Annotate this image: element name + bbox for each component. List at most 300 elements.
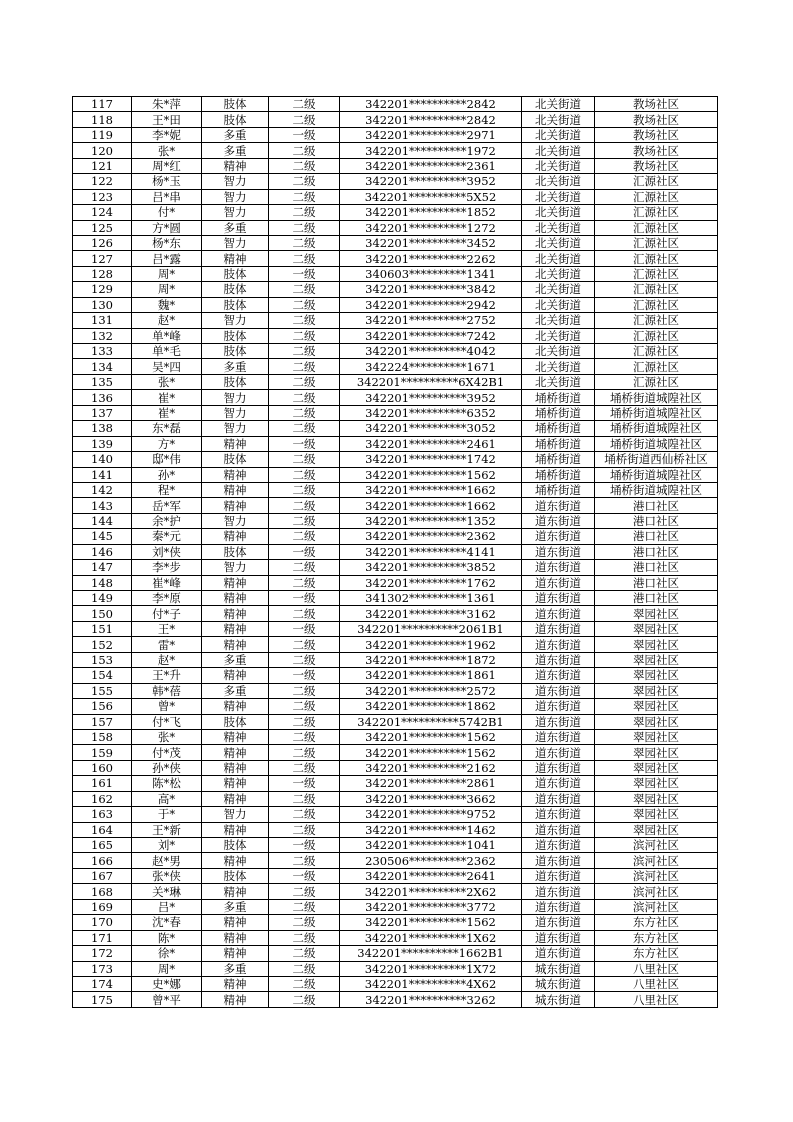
table-row (73, 205, 718, 220)
id-number-cell: 342201**********2461 (340, 436, 522, 451)
name-cell: 单*峰 (132, 328, 202, 343)
id-number-cell: 342201**********1742 (340, 452, 522, 467)
id-number-cell: 342201**********1272 (340, 220, 522, 235)
level-cell: 二级 (269, 112, 340, 127)
disability-type-cell: 多重 (202, 683, 269, 698)
table-row (73, 745, 718, 760)
disability-type-cell: 多重 (202, 899, 269, 914)
row-number-cell: 169 (73, 899, 132, 914)
id-number-cell: 342201**********1662 (340, 498, 522, 513)
row-number-cell: 152 (73, 637, 132, 652)
id-number-cell: 342201**********3052 (340, 421, 522, 436)
level-cell: 二级 (269, 976, 340, 991)
row-number-cell: 139 (73, 436, 132, 451)
level-cell: 二级 (269, 467, 340, 482)
level-cell: 二级 (269, 405, 340, 420)
street-cell: 北关街道 (522, 205, 595, 220)
level-cell: 二级 (269, 683, 340, 698)
level-cell: 二级 (269, 513, 340, 528)
community-cell: 教场社区 (595, 112, 718, 127)
disability-type-cell: 精神 (202, 482, 269, 497)
name-cell: 吕*串 (132, 189, 202, 204)
street-cell: 埇桥街道 (522, 482, 595, 497)
name-cell: 刘*侠 (132, 544, 202, 559)
name-cell: 孙* (132, 467, 202, 482)
table-row (73, 791, 718, 806)
table-row (73, 544, 718, 559)
disability-type-cell: 精神 (202, 436, 269, 451)
street-cell: 道东街道 (522, 807, 595, 822)
street-cell: 北关街道 (522, 189, 595, 204)
table-row (73, 498, 718, 513)
street-cell: 道东街道 (522, 498, 595, 513)
disability-type-cell: 精神 (202, 729, 269, 744)
name-cell: 崔*峰 (132, 575, 202, 590)
level-cell: 二级 (269, 97, 340, 112)
community-cell: 东方社区 (595, 930, 718, 945)
disability-type-cell: 精神 (202, 467, 269, 482)
row-number-cell: 124 (73, 205, 132, 220)
community-cell: 汇源社区 (595, 189, 718, 204)
level-cell: 二级 (269, 189, 340, 204)
disability-type-cell: 多重 (202, 961, 269, 976)
table-row (73, 868, 718, 883)
street-cell: 北关街道 (522, 251, 595, 266)
name-cell: 雷* (132, 637, 202, 652)
data-table (72, 96, 718, 1008)
table-row (73, 513, 718, 528)
name-cell: 曾*平 (132, 992, 202, 1007)
row-number-cell: 159 (73, 745, 132, 760)
street-cell: 道东街道 (522, 884, 595, 899)
table-row (73, 529, 718, 544)
name-cell: 张* (132, 729, 202, 744)
name-cell: 魏* (132, 297, 202, 312)
row-number-cell: 125 (73, 220, 132, 235)
name-cell: 崔* (132, 405, 202, 420)
row-number-cell: 117 (73, 97, 132, 112)
row-number-cell: 172 (73, 946, 132, 961)
table-row (73, 838, 718, 853)
level-cell: 二级 (269, 344, 340, 359)
table-row (73, 807, 718, 822)
table-row (73, 359, 718, 374)
level-cell: 二级 (269, 930, 340, 945)
street-cell: 道东街道 (522, 544, 595, 559)
community-cell: 滨河社区 (595, 853, 718, 868)
disability-type-cell: 精神 (202, 884, 269, 899)
level-cell: 二级 (269, 822, 340, 837)
name-cell: 徐* (132, 946, 202, 961)
community-cell: 埇桥街道城隍社区 (595, 390, 718, 405)
id-number-cell: 342201**********5X52 (340, 189, 522, 204)
disability-type-cell: 智力 (202, 560, 269, 575)
level-cell: 二级 (269, 498, 340, 513)
name-cell: 刘* (132, 838, 202, 853)
id-number-cell: 342201**********1861 (340, 668, 522, 683)
id-number-cell: 342201**********2262 (340, 251, 522, 266)
disability-type-cell: 精神 (202, 791, 269, 806)
community-cell: 翠园社区 (595, 652, 718, 667)
community-cell: 翠园社区 (595, 745, 718, 760)
table-row (73, 591, 718, 606)
street-cell: 城东街道 (522, 976, 595, 991)
community-cell: 翠园社区 (595, 729, 718, 744)
id-number-cell: 342201**********1972 (340, 143, 522, 158)
name-cell: 张* (132, 143, 202, 158)
id-number-cell: 342201**********1352 (340, 513, 522, 528)
community-cell: 翠园社区 (595, 807, 718, 822)
disability-type-cell: 肢体 (202, 266, 269, 281)
disability-type-cell: 精神 (202, 915, 269, 930)
disability-type-cell: 智力 (202, 235, 269, 250)
level-cell: 二级 (269, 313, 340, 328)
name-cell: 周* (132, 961, 202, 976)
id-number-cell: 342201**********1562 (340, 729, 522, 744)
row-number-cell: 161 (73, 776, 132, 791)
row-number-cell: 131 (73, 313, 132, 328)
community-cell: 汇源社区 (595, 313, 718, 328)
row-number-cell: 151 (73, 621, 132, 636)
name-cell: 赵*男 (132, 853, 202, 868)
table-row (73, 637, 718, 652)
street-cell: 北关街道 (522, 127, 595, 142)
name-cell: 朱*萍 (132, 97, 202, 112)
street-cell: 北关街道 (522, 266, 595, 281)
level-cell: 二级 (269, 637, 340, 652)
community-cell: 滨河社区 (595, 899, 718, 914)
name-cell: 韩*蓓 (132, 683, 202, 698)
level-cell: 一级 (269, 621, 340, 636)
level-cell: 二级 (269, 282, 340, 297)
id-number-cell: 342201**********1762 (340, 575, 522, 590)
level-cell: 二级 (269, 992, 340, 1007)
street-cell: 北关街道 (522, 359, 595, 374)
table-body (73, 97, 718, 1008)
street-cell: 道东街道 (522, 513, 595, 528)
level-cell: 二级 (269, 220, 340, 235)
row-number-cell: 165 (73, 838, 132, 853)
name-cell: 于* (132, 807, 202, 822)
street-cell: 道东街道 (522, 838, 595, 853)
disability-type-cell: 精神 (202, 668, 269, 683)
street-cell: 道东街道 (522, 899, 595, 914)
disability-type-cell: 多重 (202, 143, 269, 158)
table-row (73, 112, 718, 127)
street-cell: 道东街道 (522, 668, 595, 683)
community-cell: 东方社区 (595, 915, 718, 930)
level-cell: 一级 (269, 266, 340, 281)
level-cell: 二级 (269, 143, 340, 158)
disability-type-cell: 智力 (202, 421, 269, 436)
level-cell: 二级 (269, 745, 340, 760)
street-cell: 北关街道 (522, 112, 595, 127)
id-number-cell: 342201**********3162 (340, 606, 522, 621)
id-number-cell: 342201**********3952 (340, 174, 522, 189)
level-cell: 二级 (269, 915, 340, 930)
community-cell: 八里社区 (595, 992, 718, 1007)
table-row (73, 452, 718, 467)
row-number-cell: 154 (73, 668, 132, 683)
row-number-cell: 158 (73, 729, 132, 744)
disability-type-cell: 精神 (202, 251, 269, 266)
name-cell: 王*新 (132, 822, 202, 837)
id-number-cell: 342224**********1671 (340, 359, 522, 374)
community-cell: 汇源社区 (595, 174, 718, 189)
community-cell: 教场社区 (595, 97, 718, 112)
disability-type-cell: 智力 (202, 405, 269, 420)
row-number-cell: 133 (73, 344, 132, 359)
level-cell: 一级 (269, 868, 340, 883)
id-number-cell: 340603**********1341 (340, 266, 522, 281)
disability-type-cell: 精神 (202, 853, 269, 868)
id-number-cell: 342201**********4042 (340, 344, 522, 359)
street-cell: 道东街道 (522, 729, 595, 744)
row-number-cell: 132 (73, 328, 132, 343)
row-number-cell: 160 (73, 760, 132, 775)
id-number-cell: 342201**********1041 (340, 838, 522, 853)
name-cell: 王* (132, 621, 202, 636)
row-number-cell: 168 (73, 884, 132, 899)
row-number-cell: 166 (73, 853, 132, 868)
street-cell: 道东街道 (522, 591, 595, 606)
name-cell: 秦*元 (132, 529, 202, 544)
id-number-cell: 342201**********6352 (340, 405, 522, 420)
table-row (73, 668, 718, 683)
name-cell: 吕*露 (132, 251, 202, 266)
disability-type-cell: 精神 (202, 498, 269, 513)
row-number-cell: 140 (73, 452, 132, 467)
table-row (73, 482, 718, 497)
row-number-cell: 150 (73, 606, 132, 621)
street-cell: 道东街道 (522, 637, 595, 652)
street-cell: 道东街道 (522, 853, 595, 868)
community-cell: 翠园社区 (595, 668, 718, 683)
disability-type-cell: 精神 (202, 760, 269, 775)
street-cell: 北关街道 (522, 97, 595, 112)
street-cell: 道东街道 (522, 560, 595, 575)
name-cell: 曾* (132, 699, 202, 714)
table-row (73, 189, 718, 204)
level-cell: 二级 (269, 359, 340, 374)
id-number-cell: 342201**********1562 (340, 745, 522, 760)
row-number-cell: 147 (73, 560, 132, 575)
community-cell: 汇源社区 (595, 205, 718, 220)
row-number-cell: 141 (73, 467, 132, 482)
id-number-cell: 342201**********3842 (340, 282, 522, 297)
disability-type-cell: 多重 (202, 127, 269, 142)
id-number-cell: 230506**********2362 (340, 853, 522, 868)
table-row (73, 961, 718, 976)
id-number-cell: 342201**********2061B1 (340, 621, 522, 636)
table-row (73, 328, 718, 343)
id-number-cell: 342201**********6X42B1 (340, 374, 522, 389)
community-cell: 八里社区 (595, 961, 718, 976)
table-row (73, 436, 718, 451)
street-cell: 道东街道 (522, 652, 595, 667)
disability-type-cell: 多重 (202, 359, 269, 374)
id-number-cell: 342201**********2641 (340, 868, 522, 883)
table-row (73, 220, 718, 235)
id-number-cell: 342201**********1852 (340, 205, 522, 220)
id-number-cell: 341302**********1361 (340, 591, 522, 606)
id-number-cell: 342201**********1562 (340, 915, 522, 930)
level-cell: 二级 (269, 297, 340, 312)
street-cell: 道东街道 (522, 621, 595, 636)
table-row (73, 143, 718, 158)
disability-type-cell: 肢体 (202, 714, 269, 729)
community-cell: 埇桥街道城隍社区 (595, 421, 718, 436)
row-number-cell: 164 (73, 822, 132, 837)
disability-type-cell: 精神 (202, 591, 269, 606)
table-row (73, 174, 718, 189)
row-number-cell: 119 (73, 127, 132, 142)
name-cell: 崔* (132, 390, 202, 405)
id-number-cell: 342201**********3262 (340, 992, 522, 1007)
level-cell: 二级 (269, 884, 340, 899)
street-cell: 道东街道 (522, 714, 595, 729)
disability-type-cell: 肢体 (202, 838, 269, 853)
table-row (73, 652, 718, 667)
id-number-cell: 342201**********2362 (340, 529, 522, 544)
table-row (73, 251, 718, 266)
street-cell: 北关街道 (522, 220, 595, 235)
name-cell: 赵* (132, 313, 202, 328)
name-cell: 史*娜 (132, 976, 202, 991)
table-row (73, 127, 718, 142)
id-number-cell: 342201**********7242 (340, 328, 522, 343)
level-cell: 二级 (269, 421, 340, 436)
row-number-cell: 128 (73, 266, 132, 281)
name-cell: 关*琳 (132, 884, 202, 899)
row-number-cell: 129 (73, 282, 132, 297)
row-number-cell: 145 (73, 529, 132, 544)
id-number-cell: 342201**********2X62 (340, 884, 522, 899)
level-cell: 一级 (269, 127, 340, 142)
community-cell: 教场社区 (595, 127, 718, 142)
level-cell: 二级 (269, 899, 340, 914)
table-row (73, 976, 718, 991)
table-row (73, 560, 718, 575)
street-cell: 道东街道 (522, 529, 595, 544)
name-cell: 张* (132, 374, 202, 389)
street-cell: 城东街道 (522, 992, 595, 1007)
disability-type-cell: 智力 (202, 513, 269, 528)
table-row (73, 235, 718, 250)
community-cell: 翠园社区 (595, 683, 718, 698)
street-cell: 道东街道 (522, 791, 595, 806)
community-cell: 汇源社区 (595, 235, 718, 250)
community-cell: 汇源社区 (595, 282, 718, 297)
community-cell: 八里社区 (595, 976, 718, 991)
name-cell: 李*步 (132, 560, 202, 575)
disability-type-cell: 多重 (202, 220, 269, 235)
level-cell: 二级 (269, 452, 340, 467)
community-cell: 港口社区 (595, 575, 718, 590)
id-number-cell: 342201**********1862 (340, 699, 522, 714)
street-cell: 道东街道 (522, 683, 595, 698)
community-cell: 汇源社区 (595, 220, 718, 235)
table-row (73, 606, 718, 621)
street-cell: 北关街道 (522, 158, 595, 173)
table-row (73, 699, 718, 714)
table-row (73, 621, 718, 636)
community-cell: 港口社区 (595, 560, 718, 575)
name-cell: 陈*松 (132, 776, 202, 791)
community-cell: 翠园社区 (595, 606, 718, 621)
street-cell: 北关街道 (522, 313, 595, 328)
row-number-cell: 123 (73, 189, 132, 204)
community-cell: 翠园社区 (595, 637, 718, 652)
row-number-cell: 174 (73, 976, 132, 991)
name-cell: 张*侠 (132, 868, 202, 883)
street-cell: 埇桥街道 (522, 390, 595, 405)
id-number-cell: 342201**********1872 (340, 652, 522, 667)
disability-type-cell: 肢体 (202, 374, 269, 389)
table-row (73, 405, 718, 420)
community-cell: 汇源社区 (595, 359, 718, 374)
level-cell: 二级 (269, 374, 340, 389)
disability-type-cell: 肢体 (202, 328, 269, 343)
community-cell: 汇源社区 (595, 344, 718, 359)
disability-type-cell: 精神 (202, 946, 269, 961)
level-cell: 一级 (269, 838, 340, 853)
id-number-cell: 342201**********2572 (340, 683, 522, 698)
level-cell: 二级 (269, 205, 340, 220)
disability-type-cell: 肢体 (202, 297, 269, 312)
level-cell: 二级 (269, 158, 340, 173)
level-cell: 一级 (269, 544, 340, 559)
disability-type-cell: 精神 (202, 776, 269, 791)
row-number-cell: 142 (73, 482, 132, 497)
street-cell: 道东街道 (522, 699, 595, 714)
row-number-cell: 175 (73, 992, 132, 1007)
name-cell: 吴*四 (132, 359, 202, 374)
street-cell: 北关街道 (522, 235, 595, 250)
disability-type-cell: 多重 (202, 652, 269, 667)
name-cell: 李*妮 (132, 127, 202, 142)
table-row (73, 946, 718, 961)
community-cell: 教场社区 (595, 158, 718, 173)
id-number-cell: 342201**********1662 (340, 482, 522, 497)
community-cell: 港口社区 (595, 498, 718, 513)
name-cell: 周*红 (132, 158, 202, 173)
level-cell: 二级 (269, 807, 340, 822)
level-cell: 二级 (269, 760, 340, 775)
id-number-cell: 342201**********5742B1 (340, 714, 522, 729)
community-cell: 埇桥街道城隍社区 (595, 436, 718, 451)
community-cell: 翠园社区 (595, 760, 718, 775)
name-cell: 高* (132, 791, 202, 806)
community-cell: 埇桥街道城隍社区 (595, 482, 718, 497)
disability-type-cell: 肢体 (202, 112, 269, 127)
disability-type-cell: 智力 (202, 313, 269, 328)
id-number-cell: 342201**********9752 (340, 807, 522, 822)
id-number-cell: 342201**********1462 (340, 822, 522, 837)
street-cell: 道东街道 (522, 822, 595, 837)
table-row (73, 776, 718, 791)
table-row (73, 899, 718, 914)
id-number-cell: 342201**********2752 (340, 313, 522, 328)
community-cell: 滨河社区 (595, 868, 718, 883)
row-number-cell: 171 (73, 930, 132, 945)
level-cell: 二级 (269, 328, 340, 343)
name-cell: 李*原 (132, 591, 202, 606)
row-number-cell: 155 (73, 683, 132, 698)
level-cell: 二级 (269, 482, 340, 497)
id-number-cell: 342201**********4141 (340, 544, 522, 559)
disability-type-cell: 精神 (202, 529, 269, 544)
